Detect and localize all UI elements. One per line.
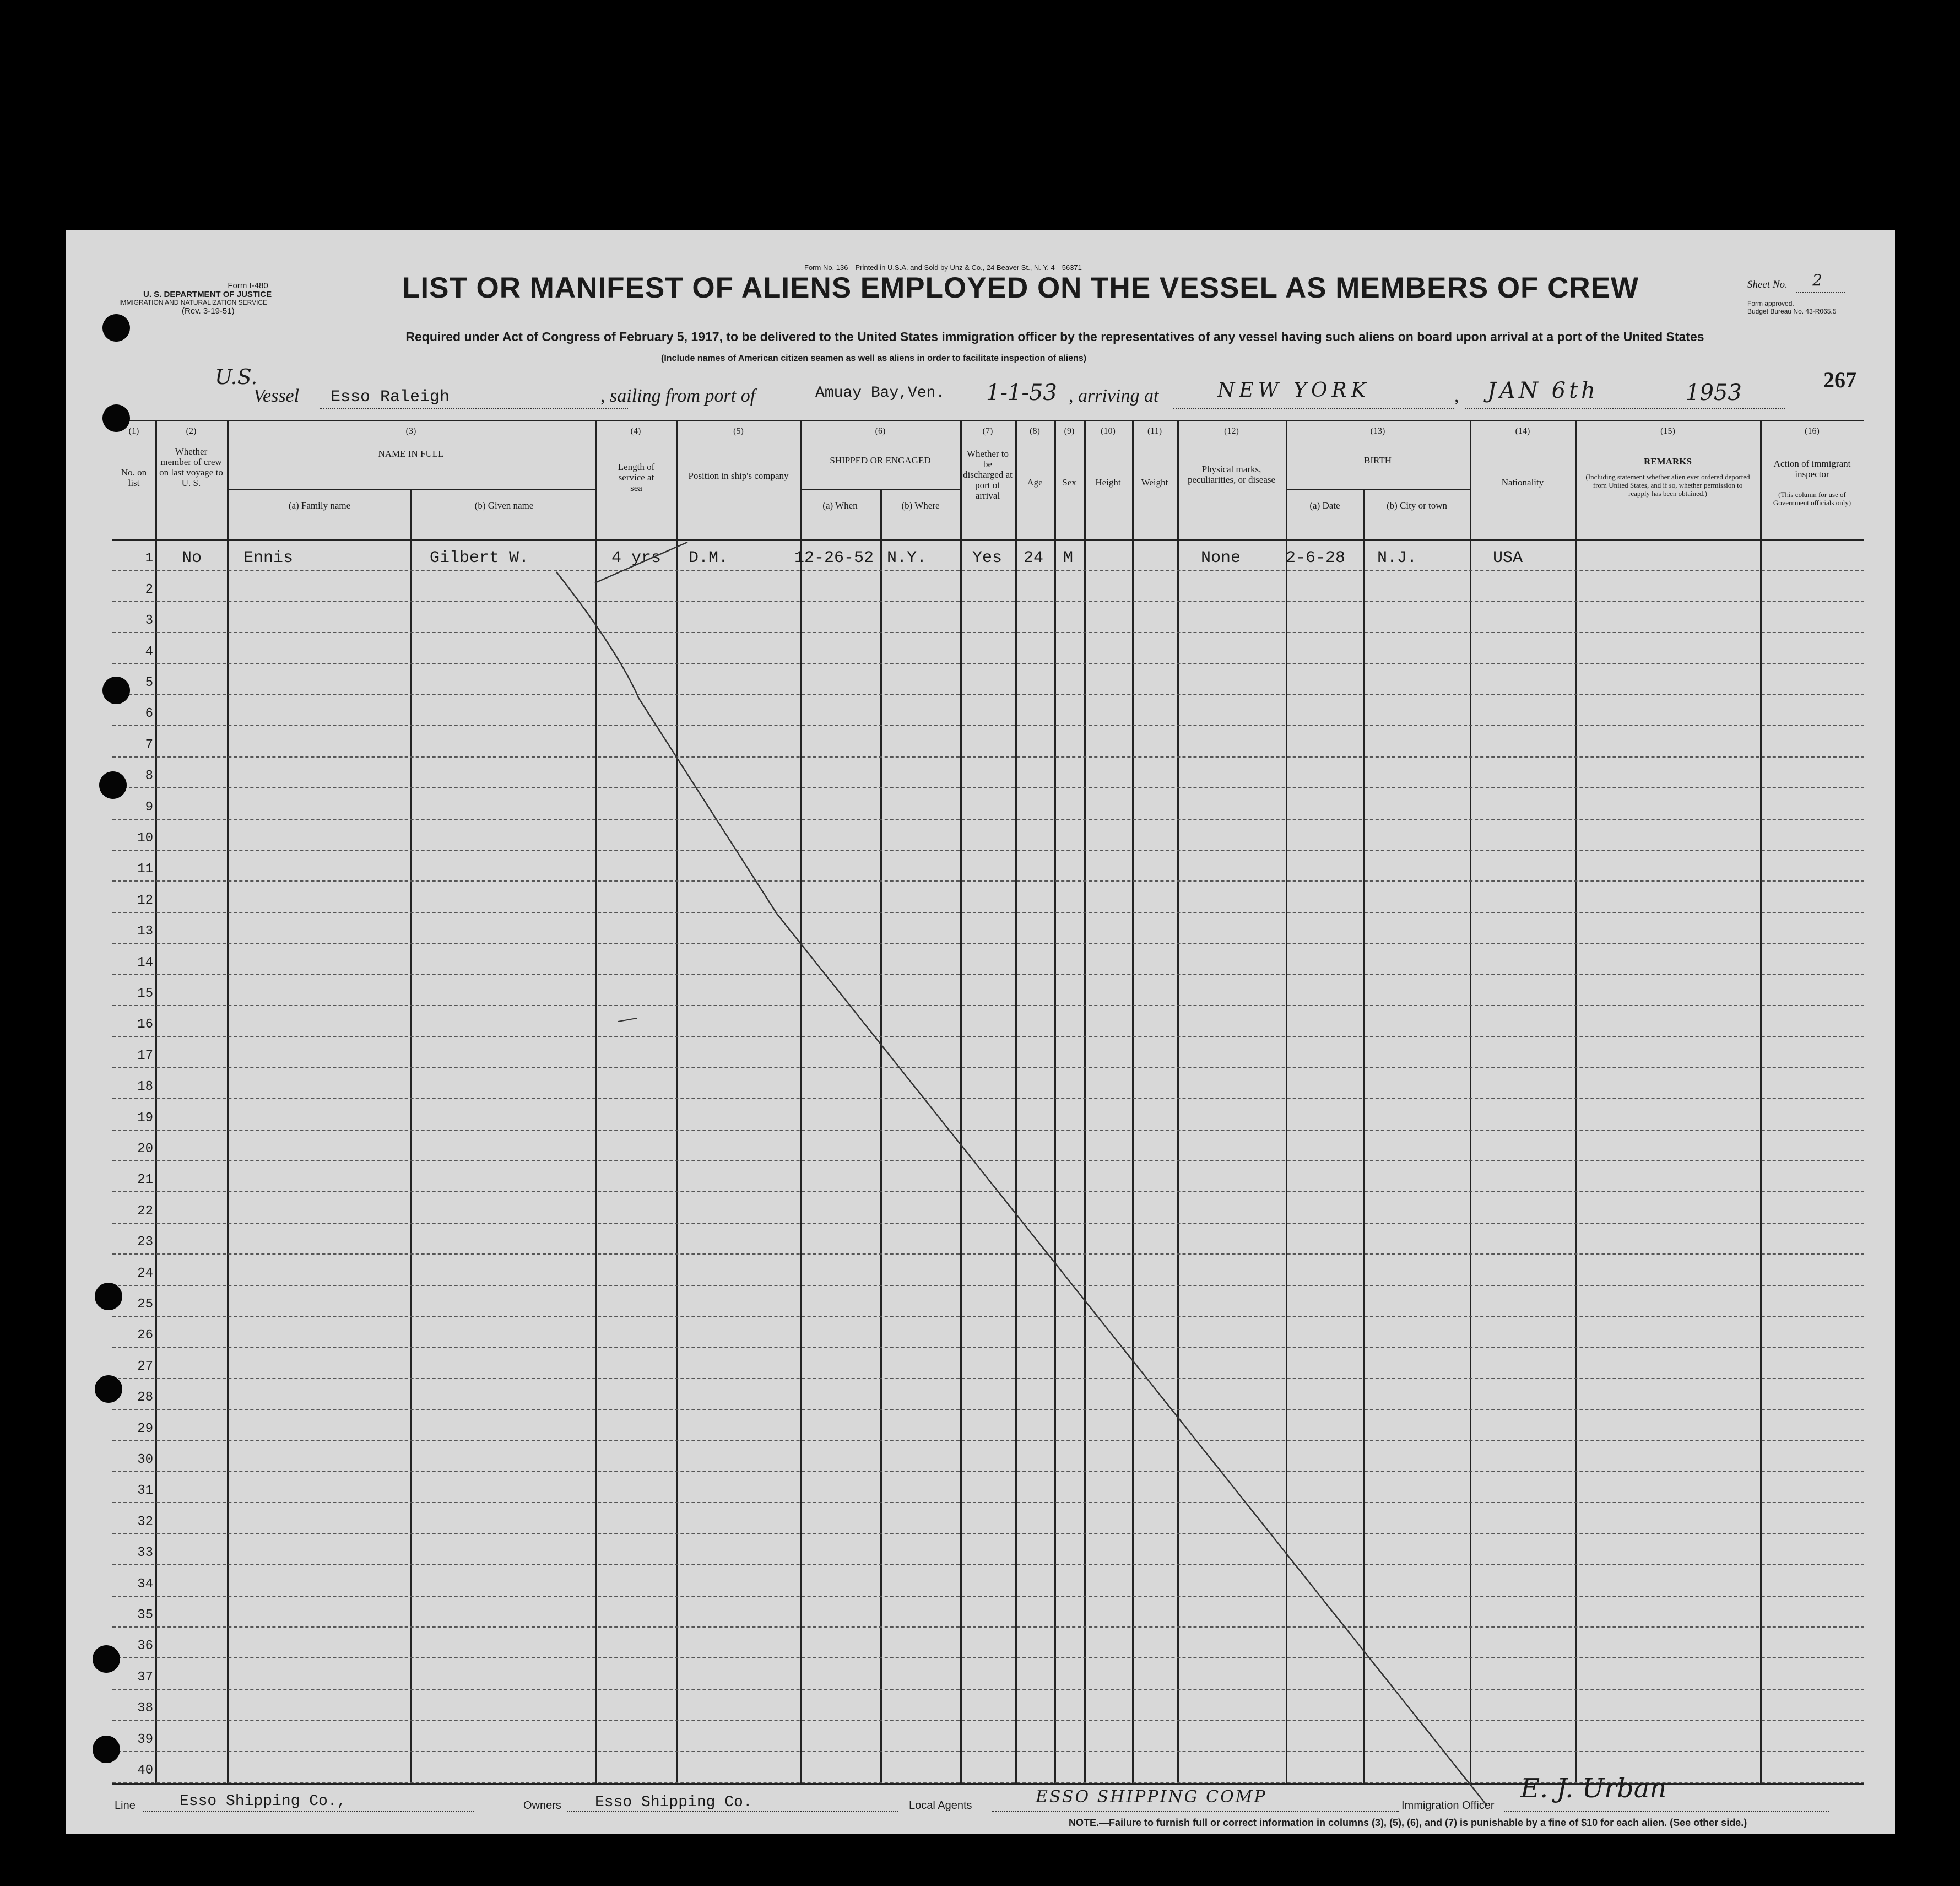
row-number: 35 xyxy=(137,1607,153,1623)
entry-when: 12-26-52 xyxy=(794,549,874,568)
col10-number: (10) xyxy=(1101,426,1116,436)
row-number: 32 xyxy=(137,1514,153,1530)
port-from: Amuay Bay,Ven. xyxy=(815,385,945,402)
entry-nationality: USA xyxy=(1493,549,1523,568)
row-number: 28 xyxy=(137,1390,153,1406)
col3-number: (3) xyxy=(405,426,416,436)
col2-header: Whether member of crew on last voyage to U. S. xyxy=(159,446,223,488)
entry-birth-date: 2-6-28 xyxy=(1286,549,1346,568)
row-number: 24 xyxy=(137,1266,153,1281)
row-number: 33 xyxy=(137,1545,153,1561)
date-sailed: 1-1-53 xyxy=(986,380,1057,406)
row-number: 8 xyxy=(145,769,153,784)
row-number: 21 xyxy=(137,1172,153,1188)
vessel-label: Vessel xyxy=(253,386,300,406)
row-number: 4 xyxy=(145,644,153,660)
row-number: 38 xyxy=(137,1701,153,1716)
col13a-header: (a) Date xyxy=(1309,500,1340,511)
row-number: 15 xyxy=(137,986,153,1001)
punch-hole xyxy=(95,1375,122,1403)
punch-hole xyxy=(93,1645,120,1673)
col4-number: (4) xyxy=(630,426,641,436)
row-number: 17 xyxy=(137,1048,153,1063)
col11-number: (11) xyxy=(1147,426,1162,436)
row-number: 11 xyxy=(137,862,153,877)
col4-header: Length of service at sea xyxy=(618,462,655,493)
col5-number: (5) xyxy=(733,426,744,436)
row-number: 30 xyxy=(137,1452,153,1467)
row-number: 2 xyxy=(145,582,153,597)
owners-label: Owners xyxy=(523,1799,561,1812)
arriving-label: , arriving at xyxy=(1069,386,1159,406)
budget-bureau-line: Budget Bureau No. 43-R065.5 xyxy=(1747,307,1837,315)
row-number: 9 xyxy=(145,799,153,815)
entry-position: D.M. xyxy=(689,549,729,568)
row-number: 34 xyxy=(137,1576,153,1592)
col7-number: (7) xyxy=(982,426,993,436)
row-number: 12 xyxy=(137,893,153,908)
entry-where: N.Y. xyxy=(887,549,927,568)
department: U. S. DEPARTMENT OF JUSTICE xyxy=(143,290,272,299)
manifest-sheet xyxy=(66,230,1895,1834)
entry-given-name: Gilbert W. xyxy=(430,549,529,568)
footer-note: NOTE.—Failure to furnish full or correct information in columns (3), (5), (6), and (7) is punishable by a fine of $10 for each alien. (See other side.) xyxy=(1069,1817,1747,1828)
col15-subheader: (Including statement whether alien ever ordered deported from United States, and if so, whether permission to reapply has been obtained.) xyxy=(1585,473,1750,498)
arrival-month-day: JAN 6th xyxy=(1487,378,1599,403)
col16-subheader: (This column for use of Government officials only) xyxy=(1773,490,1851,507)
punch-hole xyxy=(99,771,127,799)
row-number: 7 xyxy=(145,737,153,753)
col1-header: No. on list xyxy=(121,467,147,488)
sheet-label: Sheet No. xyxy=(1747,279,1788,290)
punch-hole xyxy=(93,1736,120,1763)
stamp-number: 267 xyxy=(1823,368,1856,392)
sheet-number: 2 xyxy=(1812,271,1822,289)
row-number: 37 xyxy=(137,1669,153,1685)
col10-header: Height xyxy=(1095,477,1121,488)
col12-number: (12) xyxy=(1224,426,1239,436)
row-number: 36 xyxy=(137,1639,153,1654)
col13-number: (13) xyxy=(1370,426,1385,436)
comma-separator: , xyxy=(1454,386,1459,406)
row-number: 3 xyxy=(145,613,153,629)
col9-number: (9) xyxy=(1064,426,1075,436)
col11-header: Weight xyxy=(1141,477,1168,488)
row-number: 31 xyxy=(137,1483,153,1499)
row-number: 14 xyxy=(137,955,153,970)
row-number: 10 xyxy=(137,830,153,846)
col13-header: BIRTH xyxy=(1364,455,1392,466)
entry-birth-city: N.J. xyxy=(1377,549,1417,568)
col1-number: (1) xyxy=(128,426,139,436)
approval-line: Form approved. xyxy=(1747,300,1794,307)
col6-number: (6) xyxy=(875,426,886,436)
col14-header: Nationality xyxy=(1501,477,1544,488)
row-number: 29 xyxy=(137,1421,153,1436)
form-title: LIST OR MANIFEST OF ALIENS EMPLOYED ON THE VESSEL AS MEMBERS OF CREW xyxy=(402,272,1639,304)
row-number: 13 xyxy=(137,924,153,939)
row-number: 22 xyxy=(137,1203,153,1219)
col15-header: REMARKS xyxy=(1644,456,1692,467)
officer-signature: E. J. Urban xyxy=(1520,1773,1667,1804)
row-number: 16 xyxy=(137,1017,153,1033)
row-number: 5 xyxy=(145,675,153,690)
officer-label: Immigration Officer xyxy=(1401,1799,1495,1812)
col12-header: Physical marks, peculiarities, or disease xyxy=(1187,464,1276,485)
row-number: 6 xyxy=(145,706,153,722)
col7-header: Whether to be discharged at port of arrival xyxy=(963,448,1013,501)
col14-number: (14) xyxy=(1515,426,1530,436)
form-id: Form I-480 xyxy=(228,281,268,290)
entry-service: 4 yrs xyxy=(611,549,662,568)
entry-family-name: Ennis xyxy=(243,549,294,568)
line-label: Line xyxy=(115,1799,136,1812)
us-mark: U.S. xyxy=(215,365,258,389)
punch-hole xyxy=(102,314,130,342)
col6b-header: (b) Where xyxy=(901,500,940,511)
punch-hole xyxy=(95,1283,122,1310)
row-number: 39 xyxy=(137,1732,153,1747)
row-number: 27 xyxy=(137,1359,153,1374)
printer-line: Form No. 136—Printed in U.S.A. and Sold by Unz & Co., 24 Beaver St., N. Y. 4—56371 xyxy=(804,263,1082,272)
officer-underline xyxy=(1504,1811,1829,1812)
entry-discharged: Yes xyxy=(972,549,1003,568)
col3b-header: (b) Given name xyxy=(474,500,534,511)
entry-age: 24 xyxy=(1024,549,1044,568)
row-number: 25 xyxy=(137,1296,153,1312)
pencil-cancel-line xyxy=(66,230,1895,1834)
col8-number: (8) xyxy=(1030,426,1040,436)
agents-underline xyxy=(992,1811,1399,1812)
entry-physical: None xyxy=(1201,549,1241,568)
col5-header: Position in ship's company xyxy=(688,471,789,481)
agents-label: Local Agents xyxy=(909,1799,972,1812)
punch-hole xyxy=(102,404,130,432)
row-number: 40 xyxy=(137,1763,153,1778)
col3-header: NAME IN FULL xyxy=(378,448,444,459)
line-value: Esso Shipping Co., xyxy=(180,1793,346,1810)
owners-value: Esso Shipping Co. xyxy=(595,1794,752,1811)
row-number: 19 xyxy=(137,1110,153,1126)
port-to: NEW YORK xyxy=(1217,379,1371,402)
service: IMMIGRATION AND NATURALIZATION SERVICE xyxy=(119,299,268,306)
col15-number: (15) xyxy=(1660,426,1675,436)
col13b-header: (b) City or town xyxy=(1386,500,1448,511)
col3a-header: (a) Family name xyxy=(288,500,351,511)
vessel-name: Esso Raleigh xyxy=(331,388,450,407)
line-underline xyxy=(143,1811,474,1812)
row-number: 23 xyxy=(137,1235,153,1250)
owners-underline xyxy=(567,1811,898,1812)
include-note: (Include names of American citizen seamen as well as aliens in order to facilitate inspection of aliens) xyxy=(661,354,1087,363)
sailing-label: , sailing from port of xyxy=(600,386,756,406)
col6-header: SHIPPED OR ENGAGED xyxy=(830,455,931,466)
col9-header: Sex xyxy=(1062,477,1076,488)
row-number: 18 xyxy=(137,1079,153,1095)
arrival-year: 1953 xyxy=(1686,380,1742,406)
entry-sex: M xyxy=(1063,549,1074,568)
col6a-header: (a) When xyxy=(822,500,858,511)
col8-header: Age xyxy=(1027,477,1043,488)
agents-value: ESSO SHIPPING COMP xyxy=(1036,1787,1267,1807)
col16-header: Action of immigrant inspector xyxy=(1773,458,1851,479)
row-number: 1 xyxy=(145,551,153,566)
col16-number: (16) xyxy=(1805,426,1820,436)
row-number: 20 xyxy=(137,1141,153,1157)
entry-last-voyage: No xyxy=(182,549,202,568)
col2-number: (2) xyxy=(186,426,197,436)
punch-hole xyxy=(102,677,130,704)
requirement-text: Required under Act of Congress of February 5, 1917, to be delivered to the United States immigration officer by the representatives of any vessel having such aliens on board upon arrival at a port of the United States xyxy=(405,329,1704,344)
revision: (Rev. 3-19-51) xyxy=(182,306,235,316)
row-number: 26 xyxy=(137,1328,153,1343)
